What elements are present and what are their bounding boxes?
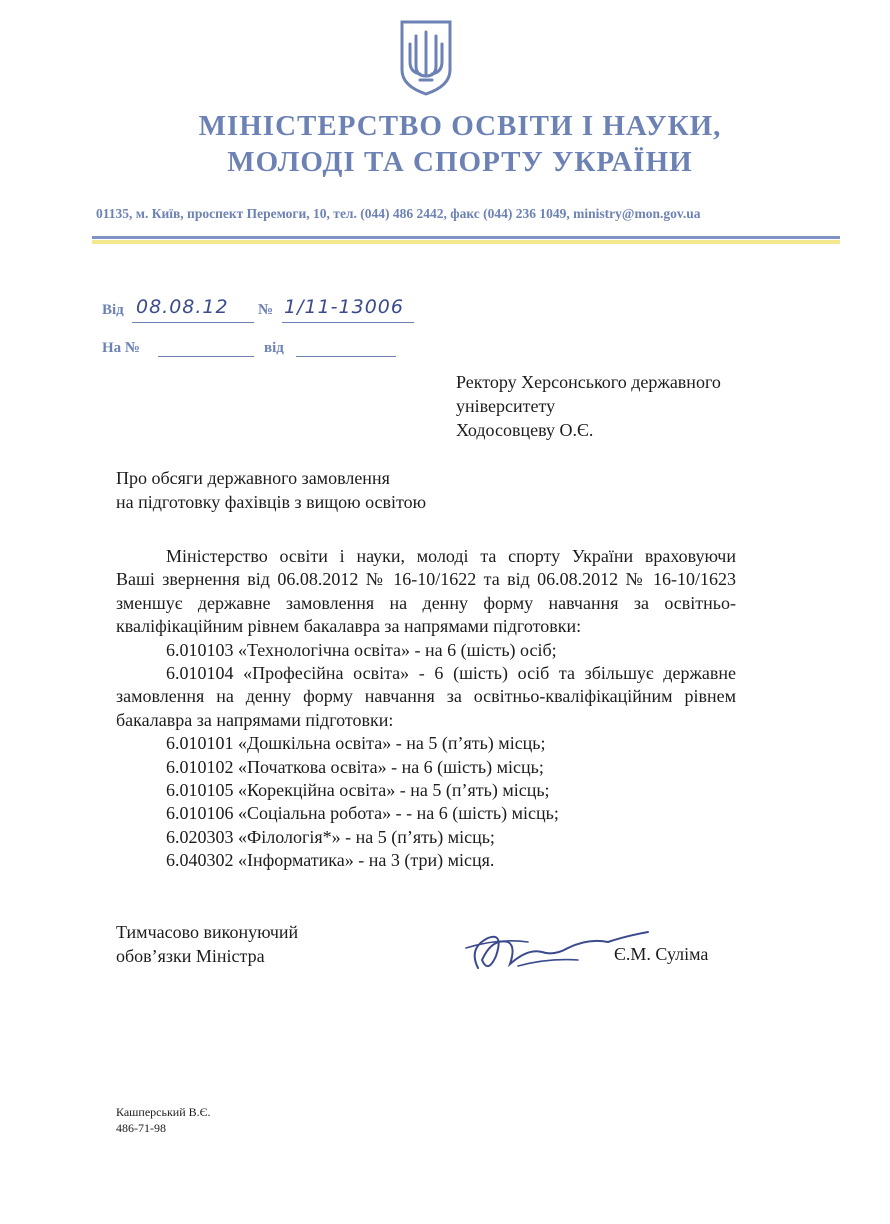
list-item: 6.010103 «Технологічна освіта» - на 6 (шість) осіб;	[166, 639, 557, 660]
number-line	[282, 322, 414, 323]
subject-block	[116, 466, 426, 514]
from-date-line	[132, 322, 254, 323]
ministry-title-line1: МІНІСТЕРСТВО ОСВІТИ І НАУКИ,	[198, 110, 722, 142]
from-label: Від	[102, 302, 124, 318]
ministry-address: 01135, м. Київ, проспект Перемоги, 10, тел. (044) 486 2442, факс (044) 236 1049, ministry@mon.gov.ua	[96, 206, 701, 221]
recipient-line1: Ректору Херсонського державного	[456, 372, 721, 392]
body-line: бакалавра за напрямами підготовки:	[116, 709, 394, 730]
letter-body	[116, 545, 736, 873]
number-label: №	[258, 302, 274, 318]
ministry-title	[150, 108, 770, 180]
body-line: кваліфікаційним рівнем бакалавра за напрямами підготовки:	[116, 616, 582, 637]
list-item: 6.010101 «Дошкільна освіта» - на 5 (п’ять) місць;	[166, 733, 546, 754]
signatory-position	[116, 920, 298, 968]
position-line1: Тимчасово виконуючий	[116, 922, 299, 942]
body-line: Ваші звернення від 06.08.2012 № 16-10/1622 та від 06.08.2012 № 16-10/1623	[116, 569, 736, 590]
list-item: 6.020303 «Філологія*» - на 5 (п’ять) місць;	[166, 826, 495, 847]
trident-coat-of-arms-icon	[398, 18, 454, 96]
recipient-line2: університету	[456, 396, 556, 416]
ministry-title-line2: МОЛОДІ ТА СПОРТУ УКРАЇНИ	[227, 146, 693, 178]
subject-line2: на підготовку фахівців з вищою освітою	[116, 492, 427, 512]
recipient-block	[456, 370, 721, 442]
body-line: 6.010104 «Професійна освіта» - 6 (шість) осіб та збільшує державне	[166, 663, 736, 684]
ref-label: На №	[102, 340, 140, 356]
list-item: 6.040302 «Інформатика» - на 3 (три) місця.	[166, 850, 495, 871]
position-line2: обов’язки Міністра	[116, 946, 265, 966]
executor-name: Кашперський В.Є.	[116, 1105, 211, 1119]
body-line: замовлення на денну форму навчання за освітньо-кваліфікаційним рівнем	[116, 686, 736, 707]
ref-number-line	[158, 356, 254, 357]
list-item: 6.010102 «Початкова освіта» - на 6 (шість) місць;	[166, 756, 544, 777]
signatory-name: Є.М. Суліма	[614, 944, 709, 964]
header-divider-yellow	[92, 240, 840, 244]
body-line: Міністерство освіти і науки, молоді та спорту України враховуючи	[166, 546, 736, 566]
from-date-handwritten: 08.08.12	[136, 296, 229, 318]
number-handwritten: 1/11-13006	[284, 296, 404, 318]
header-divider-blue	[92, 236, 840, 239]
list-item: 6.010106 «Соціальна робота» - - на 6 (шість) місць;	[166, 803, 559, 824]
recipient-line3: Ходосовцеву О.Є.	[456, 420, 594, 440]
ref-date-line	[296, 356, 396, 357]
subject-line1: Про обсяги державного замовлення	[116, 468, 390, 488]
executor-block	[116, 1104, 211, 1136]
list-item: 6.010105 «Корекційна освіта» - на 5 (п’ять) місць;	[166, 780, 550, 801]
body-line: зменшує державне замовлення на денну форму навчання за освітньо-	[116, 592, 736, 613]
ref-date-label: від	[264, 340, 284, 356]
executor-phone: 486-71-98	[116, 1121, 166, 1135]
